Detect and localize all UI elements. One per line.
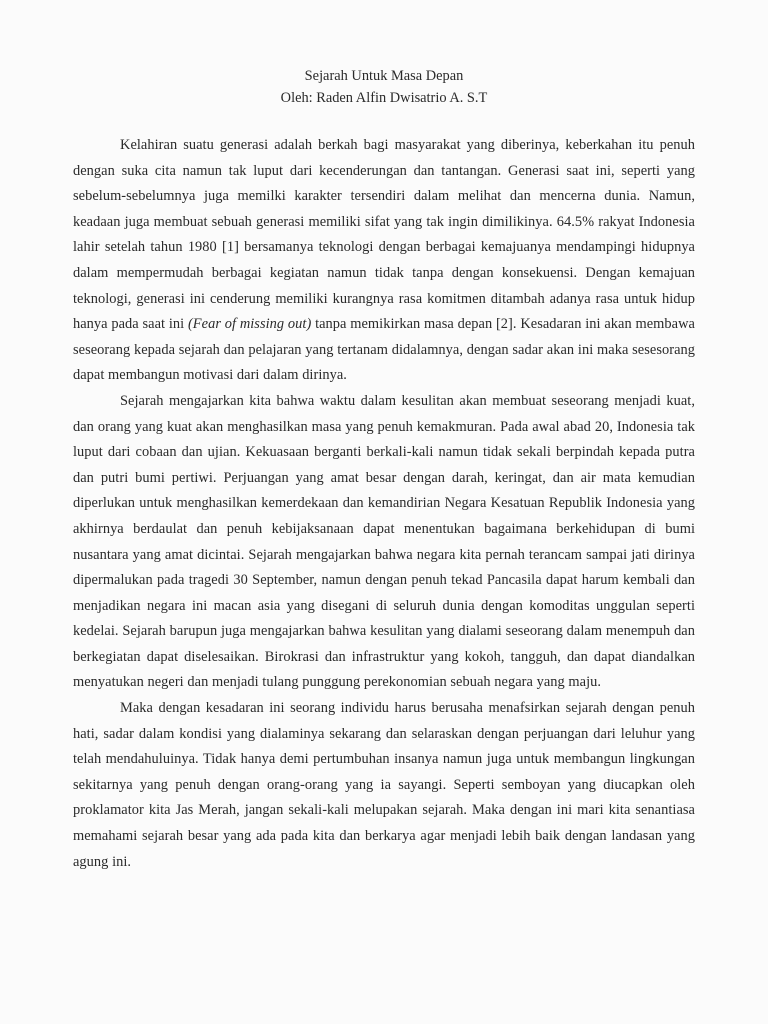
document-page bbox=[73, 65, 695, 875]
paragraph-text: Kelahiran suatu generasi adalah berkah bagi masyarakat yang diberinya, keberkahan itu penuh dengan suka cita namun tak luput dari kecenderungan dan tantangan. Generasi saat ini, seperti yang sebelum-sebelumnya juga memilki karakter tersendiri dalam melihat dan mencerna dunia. Namun, keadaan juga membuat sebuah generasi memiliki sifat yang tak ingin dimilikinya. 64.5% rakyat Indonesia lahir setelah tahun 1980 [1] bersamanya teknologi dengan berbagai kemajuanya mendampingi hidupnya dalam mempermudah berbagai kegiatan namun tidak tanpa dengan konsekuensi. Dengan kemajuan teknologi, generasi ini cenderung memiliki kurangnya rasa komitmen ditambah adanya rasa untuk hidup hanya pada saat ini bbox=[73, 137, 695, 333]
italic-phrase: (Fear of missing out) bbox=[187, 316, 312, 333]
author-line: Oleh: Raden Alfin Dwisatrio A. S.T bbox=[280, 90, 488, 106]
document-title: Sejarah Untuk Masa Depan bbox=[304, 68, 464, 84]
paragraph-text: Sejarah mengajarkan kita bahwa waktu dalam kesulitan akan membuat seseorang menjadi kuat, dan orang yang kuat akan menghasilkan masa yang penuh kemakmuran. Pada awal abad 20, Indonesia tak luput dari cobaan dan ujian. Kekuasaan berganti berkali-kali namun tidak sekali berpindah kepada putra dan putri bumi pertiwi. Perjuangan yang amat besar dengan darah, keringat, dan air mata kemudian diperlukan untuk menghasilkan kemerdekaan dan kemandirian Negara Kesatuan Republik Indonesia yang akhirnya berdaulat dan penuh kebijaksanaan dapat menentukan bagaimana berkehidupan di bumi nusantara yang amat dicintai. Sejarah mengajarkan bahwa negara kita pernah terancam sampai jati dirinya dipermalukan pada tragedi 30 September, namun dengan penuh tekad Pancasila dapat harum kembali dan menjadikan negara ini macan asia yang disegani di seluruh dunia dengan komoditas unggulan seperti kedelai. Sejarah barupun juga mengajarkan bahwa kesulitan yang dialami seseorang dalam menempuh dan berkegiatan dapat diselesaikan. Birokrasi dan infrastruktur yang kokoh, tangguh, dan dapat diandalkan menyatukan negeri dan menjadi tulang punggung perekonomian sebuah negara yang maju. bbox=[73, 392, 695, 691]
paragraph-2 bbox=[73, 389, 695, 696]
paragraph-1 bbox=[73, 133, 695, 389]
paragraph-3 bbox=[73, 696, 695, 875]
paragraph-text: Maka dengan kesadaran ini seorang individu harus berusaha menafsirkan sejarah dengan penuh hati, sadar dalam kondisi yang dialaminya sekarang dan selaraskan dengan perjuangan dari leluhur yang telah mendahuluinya. Tidak hanya demi pertumbuhan insanya namun juga untuk membangun lingkungan sekitarnya yang penuh dengan orang-orang yang ia sayangi. Seperti semboyan yang diucapkan oleh proklamator kita Jas Merah, jangan sekali-kali melupakan sejarah. Maka dengan ini mari kita senantiasa memahami sejarah besar yang ada pada kita dan berkarya agar menjadi lebih baik dengan landasan yang agung ini. bbox=[73, 700, 695, 870]
paragraph-text: tanpa memikirkan masa depan [2]. Kesadaran ini akan membawa seseorang kepada sejarah dan pelajaran yang tertanam didalamnya, dengan sadar akan ini maka sesesorang dapat membangun motivasi dari dalam dirinya. bbox=[73, 316, 695, 384]
title-block bbox=[73, 65, 695, 109]
